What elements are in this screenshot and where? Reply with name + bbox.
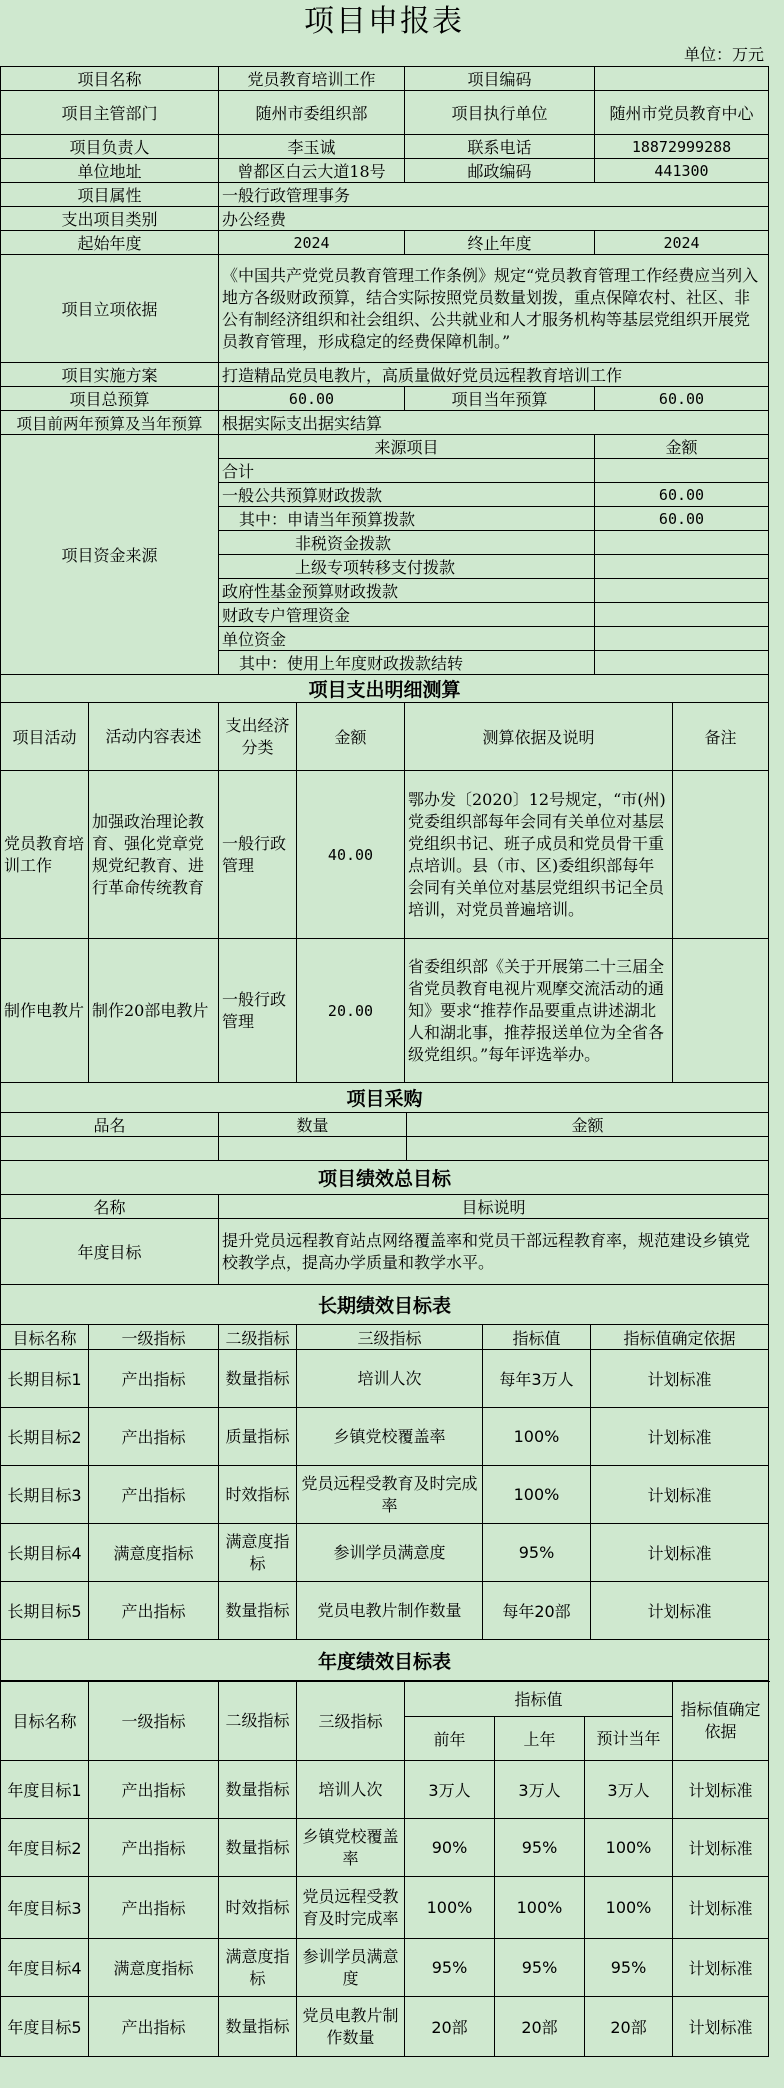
long-goal-level1[interactable]: 产出指标 bbox=[89, 1582, 219, 1640]
long-goal-name: 长期目标2 bbox=[1, 1408, 89, 1466]
purchase-col-item: 品名 bbox=[1, 1113, 219, 1137]
total-budget-label: 项目总预算 bbox=[1, 387, 219, 411]
basis-label: 项目立项依据 bbox=[1, 255, 219, 363]
long-col-level2: 二级指标 bbox=[219, 1325, 297, 1350]
annual-goal-basis[interactable]: 计划标准 bbox=[673, 1997, 769, 2057]
long-col-name: 目标名称 bbox=[1, 1325, 89, 1350]
funding-row-amount[interactable]: 60.00 bbox=[595, 507, 769, 531]
annual-goal-basis[interactable]: 计划标准 bbox=[673, 1819, 769, 1877]
leader-value[interactable]: 李玉诚 bbox=[219, 135, 405, 159]
annual-goal-level1[interactable]: 产出指标 bbox=[89, 1761, 219, 1819]
annual-goal-name: 年度目标1 bbox=[1, 1761, 89, 1819]
funding-row-name: 非税资金拨款 bbox=[219, 531, 595, 555]
performance-col-name: 名称 bbox=[1, 1195, 219, 1219]
annual-col-value: 指标值 bbox=[405, 1681, 673, 1717]
annual-goal-current[interactable]: 100% bbox=[585, 1877, 673, 1939]
leader-label: 项目负责人 bbox=[1, 135, 219, 159]
long-goal-basis[interactable]: 计划标准 bbox=[591, 1408, 769, 1466]
annual-goal-name: 年度目标5 bbox=[1, 1997, 89, 2057]
annual-goal-current[interactable]: 95% bbox=[585, 1939, 673, 1997]
funding-row-amount[interactable] bbox=[595, 579, 769, 603]
long-goal-level3[interactable]: 参训学员满意度 bbox=[297, 1524, 483, 1582]
detail-heading: 项目支出明细测算 bbox=[1, 675, 769, 703]
unit-label: 单位：万元 bbox=[683, 45, 764, 64]
annual-goal-basis[interactable]: 计划标准 bbox=[673, 1761, 769, 1819]
detail-col-content: 活动内容表述 bbox=[89, 703, 219, 771]
project-name-value[interactable]: 党员教育培训工作 bbox=[219, 67, 405, 91]
funding-row-amount[interactable] bbox=[595, 531, 769, 555]
annual-goal-current[interactable]: 3万人 bbox=[585, 1761, 673, 1819]
annual-goal-name: 年度目标2 bbox=[1, 1819, 89, 1877]
annual-col-level3: 三级指标 bbox=[297, 1681, 405, 1761]
funding-col-source: 来源项目 bbox=[219, 435, 595, 459]
phone-label: 联系电话 bbox=[405, 135, 595, 159]
long-goal-level2[interactable]: 数量指标 bbox=[219, 1582, 297, 1640]
long-goal-value[interactable]: 100% bbox=[483, 1466, 591, 1524]
long-term-heading: 长期绩效目标表 bbox=[1, 1285, 769, 1325]
annual-goal-level3[interactable]: 党员远程受教育及时完成率 bbox=[297, 1877, 405, 1939]
annual-col-level2: 二级指标 bbox=[219, 1681, 297, 1761]
long-goal-level3[interactable]: 乡镇党校覆盖率 bbox=[297, 1408, 483, 1466]
purchase-col-qty: 数量 bbox=[219, 1113, 407, 1137]
exec-label: 项目执行单位 bbox=[405, 91, 595, 135]
detail-col-note: 备注 bbox=[673, 703, 769, 771]
start-year-value[interactable]: 2024 bbox=[219, 231, 405, 255]
annual-goal-level2[interactable]: 满意度指标 bbox=[219, 1939, 297, 1997]
annual-goal-prev1[interactable]: 3万人 bbox=[495, 1761, 585, 1819]
attr-label: 项目属性 bbox=[1, 183, 219, 207]
annual-goal-prev1[interactable]: 20部 bbox=[495, 1997, 585, 2057]
annual-sub-prev2: 前年 bbox=[405, 1717, 495, 1761]
funding-row-name: 其中：申请当年预算拨款 bbox=[219, 507, 595, 531]
annual-goal-level3[interactable]: 参训学员满意度 bbox=[297, 1939, 405, 1997]
total-budget-value[interactable]: 60.00 bbox=[219, 387, 405, 411]
funding-row-name: 上级专项转移支付拨款 bbox=[219, 555, 595, 579]
funding-row-name: 合计 bbox=[219, 459, 595, 483]
funding-row-amount[interactable] bbox=[595, 603, 769, 627]
annual-goal-name: 年度目标4 bbox=[1, 1939, 89, 1997]
long-goal-level1[interactable]: 产出指标 bbox=[89, 1350, 219, 1408]
long-goal-level3[interactable]: 党员电教片制作数量 bbox=[297, 1582, 483, 1640]
detail-col-activity: 项目活动 bbox=[1, 703, 89, 771]
funding-source-label: 项目资金来源 bbox=[1, 435, 219, 675]
annual-goal-level1[interactable]: 产出指标 bbox=[89, 1877, 219, 1939]
end-year-value[interactable]: 2024 bbox=[595, 231, 769, 255]
annual-col-basis: 指标值确定依据 bbox=[673, 1681, 769, 1761]
long-col-basis: 指标值确定依据 bbox=[591, 1325, 769, 1350]
long-goal-value[interactable]: 95% bbox=[483, 1524, 591, 1582]
detail-content[interactable]: 加强政治理论教育、强化党章党规党纪教育、进行革命传统教育 bbox=[89, 771, 219, 939]
funding-row-amount[interactable] bbox=[595, 651, 769, 675]
annual-goal-prev2[interactable]: 90% bbox=[405, 1819, 495, 1877]
annual-goal-prev2[interactable]: 20部 bbox=[405, 1997, 495, 2057]
purchase-heading: 项目采购 bbox=[1, 1083, 769, 1113]
detail-class[interactable]: 一般行政管理 bbox=[219, 771, 297, 939]
annual-goal-level2[interactable]: 时效指标 bbox=[219, 1877, 297, 1939]
annual-goal-prev1[interactable]: 95% bbox=[495, 1939, 585, 1997]
detail-class[interactable]: 一般行政管理 bbox=[219, 939, 297, 1083]
long-goal-level2[interactable]: 数量指标 bbox=[219, 1350, 297, 1408]
long-goal-basis[interactable]: 计划标准 bbox=[591, 1350, 769, 1408]
address-value[interactable]: 曾都区白云大道18号 bbox=[219, 159, 405, 183]
long-col-level1: 一级指标 bbox=[89, 1325, 219, 1350]
basic-info-table bbox=[0, 66, 769, 435]
annual-goal-current[interactable]: 20部 bbox=[585, 1997, 673, 2057]
year-budget-label: 项目当年预算 bbox=[405, 387, 595, 411]
purchase-table bbox=[0, 1082, 769, 1161]
long-goal-name: 长期目标5 bbox=[1, 1582, 89, 1640]
category-label: 支出项目类别 bbox=[1, 207, 219, 231]
annual-goal-basis[interactable]: 计划标准 bbox=[673, 1939, 769, 1997]
annual-heading: 年度绩效目标表 bbox=[1, 1640, 769, 1682]
detail-note[interactable] bbox=[673, 771, 769, 939]
long-goal-level2[interactable]: 时效指标 bbox=[219, 1466, 297, 1524]
long-goal-level2[interactable]: 满意度指标 bbox=[219, 1524, 297, 1582]
performance-goal-table bbox=[0, 1160, 769, 1285]
annual-goal-table bbox=[0, 1639, 769, 1682]
prev-budget-value[interactable]: 根据实际支出据实结算 bbox=[219, 411, 769, 435]
zip-label: 邮政编码 bbox=[405, 159, 595, 183]
annual-col-level1: 一级指标 bbox=[89, 1681, 219, 1761]
long-goal-basis[interactable]: 计划标准 bbox=[591, 1524, 769, 1582]
annual-goal-prev2[interactable]: 95% bbox=[405, 1939, 495, 1997]
category-value[interactable]: 办公经费 bbox=[219, 207, 769, 231]
performance-col-desc: 目标说明 bbox=[219, 1195, 769, 1219]
annual-goal-body bbox=[0, 1680, 769, 2057]
annual-goal-basis[interactable]: 计划标准 bbox=[673, 1877, 769, 1939]
expense-detail-table bbox=[0, 674, 769, 1083]
prev-budget-label: 项目前两年预算及当年预算 bbox=[1, 411, 219, 435]
annual-goal-prev2[interactable]: 100% bbox=[405, 1877, 495, 1939]
long-goal-level1[interactable]: 产出指标 bbox=[89, 1408, 219, 1466]
annual-sub-current: 预计当年 bbox=[585, 1717, 673, 1761]
detail-activity: 制作电教片 bbox=[1, 939, 89, 1083]
long-goal-basis[interactable]: 计划标准 bbox=[591, 1582, 769, 1640]
annual-goal-level3[interactable]: 培训人次 bbox=[297, 1761, 405, 1819]
funding-row-name: 财政专户管理资金 bbox=[219, 603, 595, 627]
project-code-label: 项目编码 bbox=[405, 67, 595, 91]
detail-col-class: 支出经济分类 bbox=[219, 703, 297, 771]
annual-goal-prev1[interactable]: 100% bbox=[495, 1877, 585, 1939]
long-goal-value[interactable]: 每年20部 bbox=[483, 1582, 591, 1640]
long-goal-name: 长期目标1 bbox=[1, 1350, 89, 1408]
long-goal-level3[interactable]: 培训人次 bbox=[297, 1350, 483, 1408]
long-goal-level1[interactable]: 满意度指标 bbox=[89, 1524, 219, 1582]
long-col-value: 指标值 bbox=[483, 1325, 591, 1350]
funding-row-amount[interactable] bbox=[595, 627, 769, 651]
annual-goal-prev2[interactable]: 3万人 bbox=[405, 1761, 495, 1819]
zip-value[interactable]: 441300 bbox=[595, 159, 769, 183]
long-goal-value[interactable]: 每年3万人 bbox=[483, 1350, 591, 1408]
funding-row-amount[interactable]: 60.00 bbox=[595, 483, 769, 507]
long-goal-level2[interactable]: 质量指标 bbox=[219, 1408, 297, 1466]
detail-note[interactable] bbox=[673, 939, 769, 1083]
funding-col-amount: 金额 bbox=[595, 435, 769, 459]
plan-label: 项目实施方案 bbox=[1, 363, 219, 387]
annual-goal-level3[interactable]: 乡镇党校覆盖率 bbox=[297, 1819, 405, 1877]
purchase-qty-cell[interactable] bbox=[219, 1137, 407, 1161]
long-goal-value[interactable]: 100% bbox=[483, 1408, 591, 1466]
funding-row-name: 政府性基金预算财政拨款 bbox=[219, 579, 595, 603]
detail-col-amount: 金额 bbox=[297, 703, 405, 771]
long-goal-name: 长期目标3 bbox=[1, 1466, 89, 1524]
annual-goal-prev1[interactable]: 95% bbox=[495, 1819, 585, 1877]
detail-basis[interactable]: 鄂办发〔2020〕12号规定，“市(州)党委组织部每年会同有关单位对基层党组织书记、班子成员和党员骨干重点培训。县（市、区)委组织部每年会同有关单位对基层党组织书记全员培训，对党员普遍培训。 bbox=[405, 771, 673, 939]
long-col-level3: 三级指标 bbox=[297, 1325, 483, 1350]
funding-row-name: 其中：使用上年度财政拨款结转 bbox=[219, 651, 595, 675]
detail-content[interactable]: 制作20部电教片 bbox=[89, 939, 219, 1083]
long-goal-level3[interactable]: 党员远程受教育及时完成率 bbox=[297, 1466, 483, 1524]
purchase-item-cell[interactable] bbox=[1, 1137, 219, 1161]
long-term-goal-table bbox=[0, 1284, 769, 1640]
dept-label: 项目主管部门 bbox=[1, 91, 219, 135]
purchase-amount-cell[interactable] bbox=[407, 1137, 769, 1161]
detail-activity: 党员教育培训工作 bbox=[1, 771, 89, 939]
detail-basis[interactable]: 省委组织部《关于开展第二十三届全省党员教育电视片观摩交流活动的通知》要求“推荐作品要重点讲述湖北人和湖北事，推荐报送单位为全省各级党组织。”每年评选举办。 bbox=[405, 939, 673, 1083]
funding-row-name: 一般公共预算财政拨款 bbox=[219, 483, 595, 507]
end-year-label: 终止年度 bbox=[405, 231, 595, 255]
annual-goal-name: 年度目标3 bbox=[1, 1877, 89, 1939]
phone-value[interactable]: 18872999288 bbox=[595, 135, 769, 159]
annual-goal-level2[interactable]: 数量指标 bbox=[219, 1997, 297, 2057]
performance-heading: 项目绩效总目标 bbox=[1, 1161, 769, 1195]
annual-goal-level2[interactable]: 数量指标 bbox=[219, 1819, 297, 1877]
form-title: 项目申报表 bbox=[304, 4, 464, 39]
annual-goal-level3[interactable]: 党员电教片制作数量 bbox=[297, 1997, 405, 2057]
attr-value[interactable]: 一般行政管理事务 bbox=[219, 183, 769, 207]
long-goal-level1[interactable]: 产出指标 bbox=[89, 1466, 219, 1524]
basis-value[interactable]: 《中国共产党党员教育管理工作条例》规定“党员教育管理工作经费应当列入地方各级财政预算，结合实际按照党员数量划拨，重点保障农村、社区、非公有制经济组织和社会组织、公共就业和人才服务机构等基层党组织开展党员教育管理，形成稳定的经费保障机制。” bbox=[219, 255, 769, 363]
dept-value[interactable]: 随州市委组织部 bbox=[219, 91, 405, 135]
address-label: 单位地址 bbox=[1, 159, 219, 183]
purchase-col-amount: 金额 bbox=[407, 1113, 769, 1137]
funding-row-amount[interactable] bbox=[595, 459, 769, 483]
detail-amount[interactable]: 40.00 bbox=[297, 771, 405, 939]
project-code-value[interactable] bbox=[595, 67, 769, 91]
plan-value[interactable]: 打造精品党员电教片，高质量做好党员远程教育培训工作 bbox=[219, 363, 769, 387]
annual-goal-desc[interactable]: 提升党员远程教育站点网络覆盖率和党员干部远程教育率，规范建设乡镇党校教学点，提高办学质量和教学水平。 bbox=[219, 1219, 769, 1285]
project-name-label: 项目名称 bbox=[1, 67, 219, 91]
long-goal-name: 长期目标4 bbox=[1, 1524, 89, 1582]
annual-goal-level1[interactable]: 满意度指标 bbox=[89, 1939, 219, 1997]
annual-goal-level2[interactable]: 数量指标 bbox=[219, 1761, 297, 1819]
annual-goal-level1[interactable]: 产出指标 bbox=[89, 1997, 219, 2057]
funding-row-name: 单位资金 bbox=[219, 627, 595, 651]
exec-value[interactable]: 随州市党员教育中心 bbox=[595, 91, 769, 135]
annual-goal-label: 年度目标 bbox=[1, 1219, 219, 1285]
long-goal-basis[interactable]: 计划标准 bbox=[591, 1466, 769, 1524]
detail-col-basis: 测算依据及说明 bbox=[405, 703, 673, 771]
annual-col-name: 目标名称 bbox=[1, 1681, 89, 1761]
year-budget-value[interactable]: 60.00 bbox=[595, 387, 769, 411]
funding-table bbox=[0, 434, 769, 675]
start-year-label: 起始年度 bbox=[1, 231, 219, 255]
funding-row-amount[interactable] bbox=[595, 555, 769, 579]
detail-amount[interactable]: 20.00 bbox=[297, 939, 405, 1083]
annual-sub-prev1: 上年 bbox=[495, 1717, 585, 1761]
annual-goal-current[interactable]: 100% bbox=[585, 1819, 673, 1877]
annual-goal-level1[interactable]: 产出指标 bbox=[89, 1819, 219, 1877]
